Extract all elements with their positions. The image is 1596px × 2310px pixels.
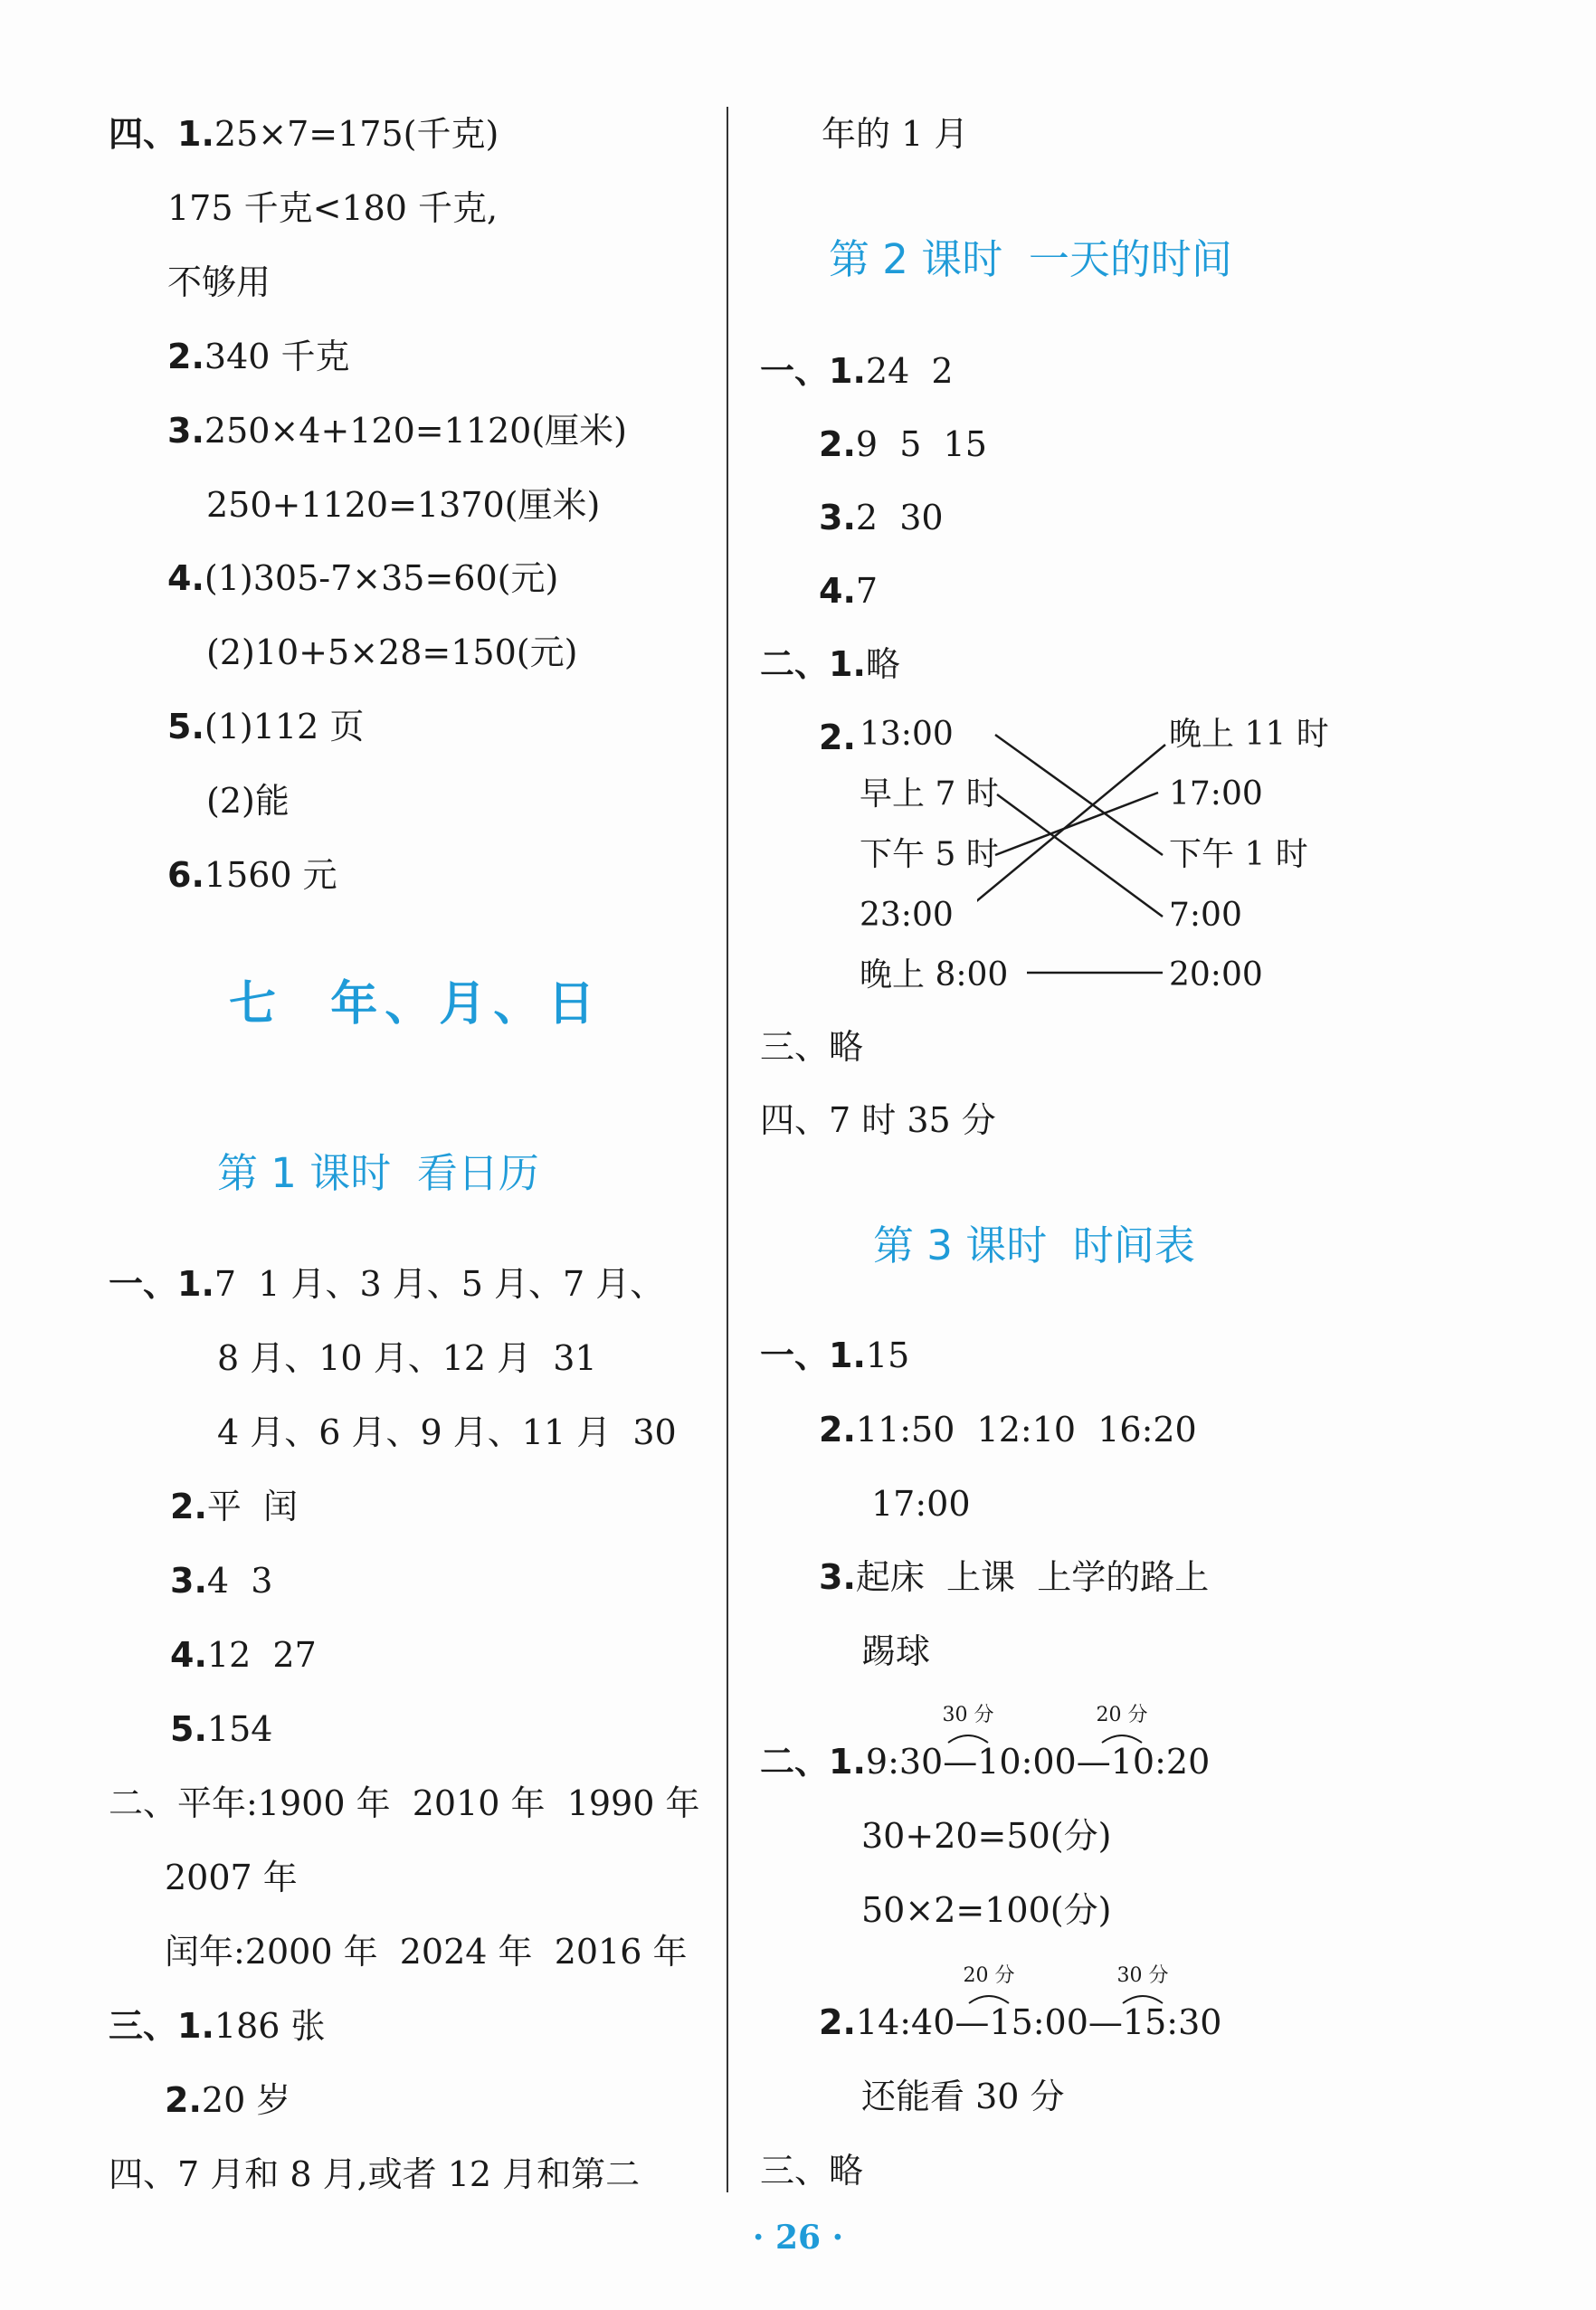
answer-line: 2. <box>819 718 856 757</box>
answer-line: 4 月、6 月、9 月、11 月 30 <box>217 1412 677 1452</box>
answer-line: 二、1.9:30—10:00—10:20 <box>760 1742 1211 1782</box>
answer-line: 年的 1 月 <box>822 114 969 154</box>
answer-line: 四、1.25×7=175(千克) <box>109 114 499 154</box>
matching-lines <box>977 706 1176 986</box>
answer-line: 一、1.24 2 <box>760 351 954 391</box>
answer-line: 一、1.15 <box>760 1336 910 1375</box>
match-left-item: 早上 7 时 <box>860 775 999 813</box>
answer-line: 3.起床 上课 上学的路上 <box>819 1557 1210 1597</box>
answer-line: 四、7 时 35 分 <box>760 1100 996 1140</box>
answer-line: 闰年:2000 年 2024 年 2016 年 <box>165 1932 688 1972</box>
answer-line: 二、平年:1900 年 2010 年 1990 年 <box>109 1783 700 1823</box>
match-line <box>977 745 1165 916</box>
match-line <box>997 794 1163 917</box>
answer-line: 不够用 <box>167 262 271 302</box>
answer-line: 2007 年 <box>165 1858 298 1897</box>
answer-line: 250+1120=1370(厘米) <box>206 485 601 525</box>
answer-line: 二、1.略 <box>760 644 900 684</box>
answer-line: 2.9 5 15 <box>819 424 987 464</box>
interval-note: 20 分 <box>1096 1704 1148 1726</box>
column-divider <box>727 107 728 2192</box>
answer-line: 175 千克<180 千克, <box>167 188 499 228</box>
answer-line: 4.7 <box>819 571 879 611</box>
match-right-item: 20:00 <box>1169 956 1263 993</box>
answer-line: 5.154 <box>170 1709 273 1749</box>
lesson-3-title: 第 3 课时 时间表 <box>873 1222 1195 1269</box>
interval-note: 30 分 <box>942 1704 994 1726</box>
answer-line: 4.(1)305-7×35=60(元) <box>167 558 559 598</box>
match-line <box>995 793 1158 855</box>
answer-line: 四、7 月和 8 月,或者 12 月和第二 <box>109 2154 641 2194</box>
answer-line: 2.20 岁 <box>165 2080 291 2120</box>
interval-note: 20 分 <box>963 1964 1015 1987</box>
answer-line: 4.12 27 <box>170 1635 317 1675</box>
match-left-item: 晚上 8:00 <box>860 956 1009 993</box>
answer-line: 3.2 30 <box>819 498 944 537</box>
answer-line: 三、略 <box>760 1027 864 1067</box>
answer-line: 2.14:40—15:00—15:30 <box>819 2002 1222 2042</box>
match-right-item: 7:00 <box>1169 897 1242 934</box>
answer-line: 2.11:50 12:10 16:20 <box>819 1410 1197 1450</box>
match-line <box>995 735 1163 855</box>
match-left-item: 13:00 <box>860 716 954 753</box>
answer-line: 6.1560 元 <box>167 855 337 895</box>
answer-line: (2)10+5×28=150(元) <box>206 632 578 672</box>
answer-line: 踢球 <box>861 1631 931 1671</box>
answer-line: 3.250×4+120=1120(厘米) <box>167 411 628 451</box>
match-right-item: 17:00 <box>1169 775 1263 813</box>
match-left-item: 下午 5 时 <box>860 836 999 873</box>
match-right-item: 晚上 11 时 <box>1169 716 1329 753</box>
answer-line: 8 月、10 月、12 月 31 <box>217 1338 597 1378</box>
match-right-item: 下午 1 时 <box>1169 836 1308 873</box>
match-left-item: 23:00 <box>860 897 954 934</box>
answer-line: 一、1.7 1 月、3 月、5 月、7 月、 <box>109 1264 665 1304</box>
answer-line: 还能看 30 分 <box>861 2077 1065 2116</box>
answer-line: 三、1.186 张 <box>109 2006 326 2046</box>
answer-line: 3.4 3 <box>170 1561 273 1601</box>
answer-line: 5.(1)112 页 <box>167 707 365 746</box>
answer-line: 50×2=100(分) <box>861 1890 1112 1930</box>
answer-line: 17:00 <box>871 1484 971 1524</box>
answer-line: 三、略 <box>760 2151 864 2191</box>
lesson-1-title: 第 1 课时 看日历 <box>217 1149 539 1197</box>
answer-line: 2.340 千克 <box>167 337 350 376</box>
interval-note: 30 分 <box>1116 1964 1169 1987</box>
unit-title: 七 年、月、日 <box>229 977 603 1031</box>
page-number: · 26 · <box>752 2219 844 2257</box>
answer-line: 30+20=50(分) <box>861 1816 1112 1856</box>
lesson-2-title: 第 2 课时 一天的时间 <box>829 235 1232 283</box>
answer-line: 2.平 闰 <box>170 1487 299 1526</box>
answer-line: (2)能 <box>206 781 290 821</box>
